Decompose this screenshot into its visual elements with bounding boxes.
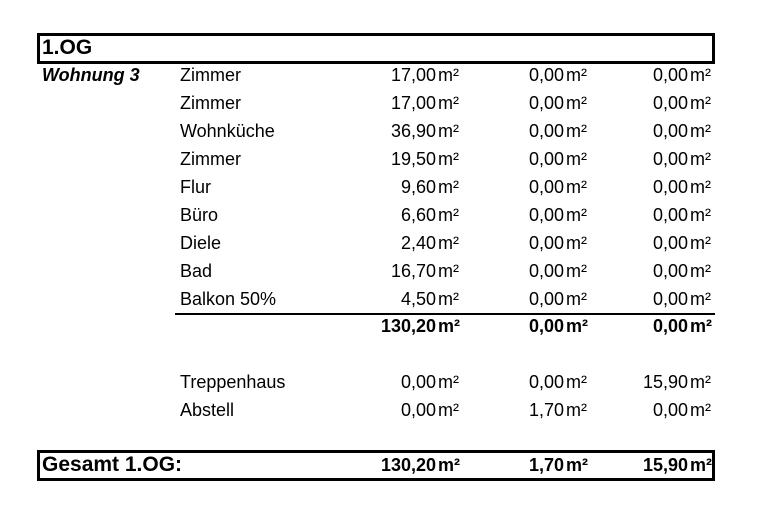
unit-c: m² bbox=[690, 65, 711, 85]
unit-c: m² bbox=[690, 316, 712, 336]
unit-c: m² bbox=[690, 149, 711, 169]
total-unit-a: m² bbox=[438, 455, 460, 475]
area-b: 0,00 bbox=[528, 289, 564, 309]
area-c: 0,00 bbox=[652, 65, 688, 85]
total-area-c: 15,90 bbox=[642, 455, 688, 475]
room-name: Diele bbox=[180, 233, 222, 253]
total-area-a: 130,20 bbox=[380, 455, 436, 475]
unit-c: m² bbox=[690, 372, 711, 392]
area-a: 17,00 bbox=[390, 65, 436, 85]
area-a: 17,00 bbox=[390, 93, 436, 113]
room-name: Büro bbox=[180, 205, 219, 225]
unit-a: m² bbox=[438, 65, 459, 85]
area-a: 4,50 bbox=[400, 289, 436, 309]
unit-b: m² bbox=[566, 372, 587, 392]
unit-b: m² bbox=[566, 149, 587, 169]
area-a: 130,20 bbox=[380, 316, 436, 336]
unit-c: m² bbox=[690, 233, 711, 253]
unit-b: m² bbox=[566, 400, 587, 420]
total-area-b: 1,70 bbox=[528, 455, 564, 475]
section-header-box bbox=[37, 33, 715, 64]
room-name: Balkon 50% bbox=[180, 289, 277, 309]
unit-b: m² bbox=[566, 233, 587, 253]
unit-a: m² bbox=[438, 233, 459, 253]
unit-c: m² bbox=[690, 400, 711, 420]
total-label: Gesamt 1.OG: bbox=[42, 453, 183, 476]
unit-c: m² bbox=[690, 261, 711, 281]
unit-c: m² bbox=[690, 289, 711, 309]
section-title: 1.OG bbox=[42, 36, 93, 59]
area-b: 0,00 bbox=[528, 121, 564, 141]
area-c: 0,00 bbox=[652, 316, 688, 336]
area-b: 0,00 bbox=[528, 177, 564, 197]
unit-a: m² bbox=[438, 93, 459, 113]
area-c: 0,00 bbox=[652, 233, 688, 253]
area-c: 0,00 bbox=[652, 149, 688, 169]
area-b: 0,00 bbox=[528, 372, 564, 392]
unit-b: m² bbox=[566, 121, 587, 141]
unit-a: m² bbox=[438, 316, 460, 336]
unit-b: m² bbox=[566, 316, 588, 336]
area-a: 0,00 bbox=[400, 400, 436, 420]
room-name: Bad bbox=[180, 261, 213, 281]
unit-b: m² bbox=[566, 205, 587, 225]
area-c: 0,00 bbox=[652, 400, 688, 420]
unit-c: m² bbox=[690, 121, 711, 141]
area-a: 9,60 bbox=[400, 177, 436, 197]
area-c: 0,00 bbox=[652, 289, 688, 309]
unit-c: m² bbox=[690, 93, 711, 113]
room-name: Zimmer bbox=[180, 93, 241, 113]
room-name: Zimmer bbox=[180, 149, 241, 169]
unit-label: Wohnung 3 bbox=[42, 65, 140, 85]
room-name: Treppenhaus bbox=[180, 372, 286, 392]
area-b: 0,00 bbox=[528, 233, 564, 253]
area-c: 0,00 bbox=[652, 93, 688, 113]
area-a: 19,50 bbox=[390, 149, 436, 169]
total-unit-c: m² bbox=[690, 455, 712, 475]
area-c: 0,00 bbox=[652, 261, 688, 281]
area-b: 1,70 bbox=[528, 400, 564, 420]
area-a: 0,00 bbox=[400, 372, 436, 392]
area-a: 2,40 bbox=[400, 233, 436, 253]
unit-c: m² bbox=[690, 205, 711, 225]
area-b: 0,00 bbox=[528, 205, 564, 225]
area-a: 16,70 bbox=[390, 261, 436, 281]
unit-b: m² bbox=[566, 93, 587, 113]
unit-a: m² bbox=[438, 372, 459, 392]
unit-a: m² bbox=[438, 205, 459, 225]
area-b: 0,00 bbox=[528, 316, 564, 336]
room-name: Abstell bbox=[180, 400, 235, 420]
room-name: Flur bbox=[180, 177, 211, 197]
subtotal-rule bbox=[175, 313, 715, 315]
unit-a: m² bbox=[438, 177, 459, 197]
area-c: 15,90 bbox=[642, 372, 688, 392]
room-name: Wohnküche bbox=[180, 121, 275, 141]
area-b: 0,00 bbox=[528, 149, 564, 169]
area-a: 6,60 bbox=[400, 205, 436, 225]
unit-a: m² bbox=[438, 289, 459, 309]
area-b: 0,00 bbox=[528, 93, 564, 113]
unit-b: m² bbox=[566, 261, 587, 281]
room-name: Zimmer bbox=[180, 65, 241, 85]
area-c: 0,00 bbox=[652, 121, 688, 141]
unit-b: m² bbox=[566, 65, 587, 85]
total-unit-b: m² bbox=[566, 455, 588, 475]
unit-a: m² bbox=[438, 121, 459, 141]
area-b: 0,00 bbox=[528, 261, 564, 281]
area-b: 0,00 bbox=[528, 65, 564, 85]
unit-a: m² bbox=[438, 149, 459, 169]
area-a: 36,90 bbox=[390, 121, 436, 141]
unit-b: m² bbox=[566, 177, 587, 197]
unit-a: m² bbox=[438, 400, 459, 420]
area-c: 0,00 bbox=[652, 205, 688, 225]
area-c: 0,00 bbox=[652, 177, 688, 197]
unit-b: m² bbox=[566, 289, 587, 309]
unit-c: m² bbox=[690, 177, 711, 197]
unit-a: m² bbox=[438, 261, 459, 281]
